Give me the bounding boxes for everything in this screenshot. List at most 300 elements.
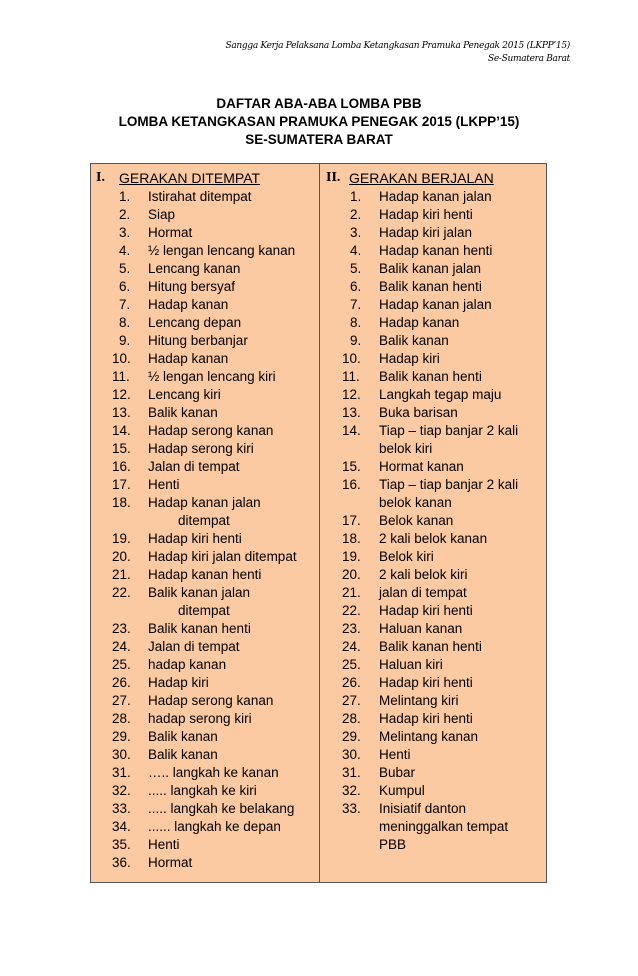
item-text xyxy=(148,188,315,206)
item-text-line: Balik kanan jalan xyxy=(379,261,482,276)
list-item xyxy=(326,710,542,728)
item-text xyxy=(379,620,542,638)
item-text-line: Bubar xyxy=(379,765,416,780)
item-text xyxy=(379,674,542,692)
item-number: 11. xyxy=(112,369,130,384)
item-text xyxy=(379,764,542,782)
list-item xyxy=(326,602,542,620)
item-number: 27. xyxy=(112,693,131,708)
item-text-line: Hadap kiri henti xyxy=(379,207,473,222)
item-text xyxy=(379,224,542,242)
item-text xyxy=(148,782,315,800)
item-text-line: Hadap kiri henti xyxy=(379,675,473,690)
item-text xyxy=(379,404,542,422)
item-text-line: Balik kanan henti xyxy=(148,621,251,636)
item-text-line: Hadap kanan henti xyxy=(379,243,493,258)
item-text-line: Hormat kanan xyxy=(379,459,464,474)
item-number: 4. xyxy=(350,243,362,258)
item-text-line: Hadap kiri jalan xyxy=(379,225,473,240)
item-number: 23. xyxy=(112,621,131,636)
item-text xyxy=(379,566,542,584)
command-list-berjalan xyxy=(326,188,542,854)
item-number: 33. xyxy=(112,801,131,816)
title-line-1: DAFTAR ABA-ABA LOMBA PBB xyxy=(216,96,422,111)
list-item xyxy=(96,782,315,800)
list-item xyxy=(96,800,315,818)
item-text xyxy=(379,692,542,710)
item-text-line: Inisiatif danton xyxy=(379,801,467,816)
list-item xyxy=(96,278,315,296)
item-number: 1. xyxy=(119,189,131,204)
item-text xyxy=(379,746,542,764)
item-text-line: Balik kanan henti xyxy=(379,279,482,294)
item-number: 24. xyxy=(342,639,361,654)
section-heading xyxy=(96,169,315,187)
list-item xyxy=(326,206,542,224)
section-title: GERAKAN DITEMPAT xyxy=(119,170,261,186)
item-number: 27. xyxy=(342,693,361,708)
item-text-line: Haluan kiri xyxy=(379,657,443,672)
item-number: 35. xyxy=(112,837,131,852)
item-text-line: Hadap kiri henti xyxy=(379,711,473,726)
item-text-line: ...... langkah ke depan xyxy=(148,819,281,834)
list-item xyxy=(326,332,542,350)
list-item xyxy=(96,440,315,458)
item-text xyxy=(379,386,542,404)
list-item xyxy=(96,314,315,332)
item-text xyxy=(379,206,542,224)
item-text-line: Belok kanan xyxy=(379,513,454,528)
item-number: 3. xyxy=(350,225,362,240)
item-number: 28. xyxy=(342,711,361,726)
list-item xyxy=(326,458,542,476)
list-item xyxy=(96,476,315,494)
item-number: 9. xyxy=(119,333,131,348)
list-item xyxy=(96,530,315,548)
running-header-line-2: Se-Sumatera Barat xyxy=(487,54,570,64)
list-item xyxy=(96,296,315,314)
list-item xyxy=(96,620,315,638)
item-number: 19. xyxy=(342,549,361,564)
item-number: 7. xyxy=(119,297,131,312)
title-line-3: SE-SUMATERA BARAT xyxy=(245,132,393,147)
item-number: 29. xyxy=(342,729,361,744)
item-text xyxy=(379,584,542,602)
item-text-line: Tiap – tiap banjar 2 kali xyxy=(379,477,519,492)
list-item xyxy=(326,800,542,854)
item-text xyxy=(379,602,542,620)
item-text xyxy=(148,476,315,494)
list-item xyxy=(96,386,315,404)
item-text xyxy=(148,458,315,476)
list-item xyxy=(326,656,542,674)
list-item xyxy=(96,242,315,260)
item-number: 17. xyxy=(112,477,131,492)
item-text xyxy=(148,818,315,836)
item-text xyxy=(148,224,315,242)
list-item xyxy=(96,728,315,746)
item-text-line: Melintang kanan xyxy=(379,729,479,744)
list-item xyxy=(96,584,315,620)
item-text xyxy=(379,638,542,656)
item-text-line: Hormat xyxy=(148,855,193,870)
list-item xyxy=(326,242,542,260)
item-number: 34. xyxy=(112,819,131,834)
list-item xyxy=(96,818,315,836)
item-number: 15. xyxy=(112,441,131,456)
item-number: 5. xyxy=(119,261,131,276)
item-text-line: Melintang kiri xyxy=(379,693,459,708)
item-text xyxy=(379,476,542,512)
item-text xyxy=(148,404,315,422)
list-item xyxy=(96,656,315,674)
item-text xyxy=(379,314,542,332)
item-text xyxy=(148,386,315,404)
item-text xyxy=(148,278,315,296)
list-item xyxy=(326,512,542,530)
list-item xyxy=(96,458,315,476)
item-text-line: Hadap kanan xyxy=(148,351,229,366)
item-number: 16. xyxy=(342,477,361,492)
item-text-line: ..... langkah ke belakang xyxy=(148,801,295,816)
item-number: 18. xyxy=(112,495,131,510)
item-number: 22. xyxy=(342,603,361,618)
item-number: 8. xyxy=(350,315,362,330)
list-item xyxy=(96,422,315,440)
item-text-line: Henti xyxy=(379,747,411,762)
item-text-line: Hadap serong kanan xyxy=(148,693,274,708)
item-number: 18. xyxy=(342,531,361,546)
item-number: 19. xyxy=(112,531,131,546)
item-text-line: hadap serong kiri xyxy=(148,711,252,726)
list-item xyxy=(326,692,542,710)
item-text-line: Balik kanan xyxy=(148,405,218,420)
item-text xyxy=(148,836,315,854)
item-number: 31. xyxy=(342,765,361,780)
list-item xyxy=(326,368,542,386)
item-text-line: Hadap kanan henti xyxy=(148,567,262,582)
item-text xyxy=(379,422,542,458)
list-item xyxy=(326,566,542,584)
list-item xyxy=(96,332,315,350)
item-text-line: Hadap kiri jalan ditempat xyxy=(148,549,297,564)
item-text xyxy=(379,260,542,278)
item-number: 4. xyxy=(119,243,131,258)
section-numeral: I. xyxy=(96,170,105,185)
item-number: 8. xyxy=(119,315,131,330)
list-item xyxy=(96,836,315,854)
item-text-line: Haluan kanan xyxy=(379,621,463,636)
item-text-line: Balik kanan xyxy=(379,333,449,348)
item-text-line: Istirahat ditempat xyxy=(148,189,252,204)
item-text xyxy=(379,782,542,800)
item-text-line: Balik kanan jalan xyxy=(148,585,251,600)
item-text-line: Lencang kanan xyxy=(148,261,241,276)
item-text xyxy=(379,368,542,386)
list-item xyxy=(96,548,315,566)
item-text xyxy=(148,638,315,656)
item-text-line: Hitung berbanjar xyxy=(148,333,248,348)
list-item xyxy=(96,260,315,278)
document-title xyxy=(0,95,638,149)
list-item xyxy=(326,422,542,458)
list-item xyxy=(326,476,542,512)
item-number: 23. xyxy=(342,621,361,636)
item-text-line: 2 kali belok kanan xyxy=(379,531,488,546)
item-number: 10. xyxy=(342,351,361,366)
list-item xyxy=(96,494,315,530)
list-item xyxy=(96,854,315,872)
item-text-line: Hadap serong kanan xyxy=(148,423,274,438)
item-text-continuation: ditempat xyxy=(178,513,230,528)
list-item xyxy=(326,530,542,548)
item-text-line: Buka barisan xyxy=(379,405,458,420)
item-text xyxy=(379,458,542,476)
item-text xyxy=(379,530,542,548)
list-item xyxy=(96,674,315,692)
list-item xyxy=(96,710,315,728)
item-number: 26. xyxy=(342,675,361,690)
item-number: 9. xyxy=(350,333,362,348)
list-item xyxy=(326,746,542,764)
item-number: 14. xyxy=(112,423,131,438)
list-item xyxy=(326,188,542,206)
running-header-line-1: Sangga Kerja Pelaksana Lomba Ketangkasan Pramuka Penegak 2015 (LKPP’15) xyxy=(225,41,570,51)
list-item xyxy=(326,638,542,656)
item-text-continuation: PBB xyxy=(379,837,407,852)
list-item xyxy=(96,404,315,422)
item-text-line: jalan di tempat xyxy=(379,585,467,600)
item-text xyxy=(148,368,315,386)
item-text-line: Hadap kiri henti xyxy=(379,603,473,618)
list-item xyxy=(326,350,542,368)
item-number: 31. xyxy=(112,765,131,780)
item-text-line: Balik kanan henti xyxy=(379,369,482,384)
item-text xyxy=(379,656,542,674)
item-text-line: ….. langkah ke kanan xyxy=(148,765,279,780)
item-text-line: Hadap kiri xyxy=(148,675,209,690)
item-text-line: Jalan di tempat xyxy=(148,459,240,474)
list-item xyxy=(326,782,542,800)
item-text-line: Balik kanan xyxy=(148,747,218,762)
list-item xyxy=(96,764,315,782)
list-item xyxy=(96,566,315,584)
item-text xyxy=(379,350,542,368)
item-number: 3. xyxy=(119,225,131,240)
column-gerakan-ditempat xyxy=(91,164,320,882)
item-text xyxy=(148,494,315,530)
item-text-continuation: ditempat xyxy=(178,603,230,618)
item-number: 7. xyxy=(350,297,362,312)
list-item xyxy=(326,764,542,782)
item-number: 14. xyxy=(342,423,361,438)
list-item xyxy=(326,584,542,602)
item-text xyxy=(379,188,542,206)
item-number: 24. xyxy=(112,639,131,654)
list-item xyxy=(326,404,542,422)
item-text xyxy=(379,512,542,530)
item-text xyxy=(379,548,542,566)
list-item xyxy=(96,638,315,656)
item-number: 30. xyxy=(112,747,131,762)
item-text-continuation: belok kanan xyxy=(379,495,452,510)
item-number: 26. xyxy=(112,675,131,690)
item-number: 20. xyxy=(112,549,131,564)
item-number: 16. xyxy=(112,459,131,474)
item-number: 32. xyxy=(342,783,361,798)
item-text-line: Hadap kanan xyxy=(379,315,460,330)
item-text xyxy=(148,620,315,638)
item-number: 2. xyxy=(119,207,131,222)
item-text-line: Hadap kiri henti xyxy=(148,531,242,546)
item-text-line: 2 kali belok kiri xyxy=(379,567,468,582)
item-number: 33. xyxy=(342,801,361,816)
item-text-line: Balik kanan xyxy=(148,729,218,744)
item-text-line: Kumpul xyxy=(379,783,425,798)
item-text-line: Hadap kiri xyxy=(379,351,440,366)
item-text-line: Tiap – tiap banjar 2 kali xyxy=(379,423,519,438)
item-text xyxy=(148,242,315,260)
column-gerakan-berjalan xyxy=(320,164,546,882)
item-text-line: Jalan di tempat xyxy=(148,639,240,654)
item-text xyxy=(379,332,542,350)
item-number: 15. xyxy=(342,459,361,474)
item-text-line: Hadap kanan jalan xyxy=(148,495,261,510)
item-number: 22. xyxy=(112,585,131,600)
list-item xyxy=(96,224,315,242)
list-item xyxy=(96,746,315,764)
item-text xyxy=(148,566,315,584)
item-text-line: Hadap kanan xyxy=(148,297,229,312)
item-text-line: Balik kanan henti xyxy=(379,639,482,654)
item-text-continuation: meninggalkan tempat xyxy=(379,819,509,834)
item-text xyxy=(379,296,542,314)
item-text-continuation: belok kiri xyxy=(379,441,433,456)
item-text-line: hadap kanan xyxy=(148,657,227,672)
item-text xyxy=(148,692,315,710)
item-text-line: Hadap kanan jalan xyxy=(379,297,492,312)
item-number: 1. xyxy=(350,189,362,204)
list-item xyxy=(96,368,315,386)
item-text xyxy=(148,206,315,224)
item-number: 21. xyxy=(112,567,131,582)
list-item xyxy=(326,386,542,404)
item-text-line: Henti xyxy=(148,477,180,492)
item-text xyxy=(379,728,542,746)
item-text xyxy=(148,746,315,764)
list-item xyxy=(326,728,542,746)
list-item xyxy=(96,350,315,368)
item-text xyxy=(148,260,315,278)
commands-table xyxy=(90,163,547,883)
running-header xyxy=(225,40,570,66)
item-number: 21. xyxy=(342,585,361,600)
section-title: GERAKAN BERJALAN xyxy=(349,170,494,186)
item-text xyxy=(148,548,315,566)
item-text xyxy=(148,422,315,440)
list-item xyxy=(326,314,542,332)
item-text xyxy=(148,656,315,674)
item-number: 25. xyxy=(112,657,131,672)
list-item xyxy=(96,206,315,224)
item-number: 12. xyxy=(112,387,131,402)
list-item xyxy=(96,692,315,710)
title-line-2: LOMBA KETANGKASAN PRAMUKA PENEGAK 2015 (LKPP’15) xyxy=(118,114,520,129)
command-list-ditempat xyxy=(96,188,315,872)
list-item xyxy=(326,296,542,314)
item-number: 30. xyxy=(342,747,361,762)
item-text xyxy=(148,314,315,332)
item-text xyxy=(148,296,315,314)
item-number: 17. xyxy=(342,513,361,528)
section-heading xyxy=(326,169,542,187)
list-item xyxy=(96,188,315,206)
item-text-line: Hadap serong kiri xyxy=(148,441,254,456)
item-number: 13. xyxy=(112,405,131,420)
item-number: 12. xyxy=(342,387,361,402)
item-text-line: ½ lengan lencang kanan xyxy=(148,243,296,258)
item-number: 6. xyxy=(350,279,362,294)
list-item xyxy=(326,620,542,638)
item-text-line: Henti xyxy=(148,837,180,852)
item-text xyxy=(148,854,315,872)
item-number: 2. xyxy=(350,207,362,222)
item-text-line: Lencang depan xyxy=(148,315,242,330)
item-text-line: Hadap kanan jalan xyxy=(379,189,492,204)
item-text xyxy=(379,278,542,296)
item-text xyxy=(148,764,315,782)
item-text-line: Belok kiri xyxy=(379,549,434,564)
item-number: 5. xyxy=(350,261,362,276)
item-text xyxy=(148,332,315,350)
item-text xyxy=(148,800,315,818)
item-text-line: Hormat xyxy=(148,225,193,240)
item-number: 36. xyxy=(112,855,131,870)
list-item xyxy=(326,278,542,296)
item-text xyxy=(148,440,315,458)
item-text xyxy=(148,530,315,548)
item-text-line: ..... langkah ke kiri xyxy=(148,783,257,798)
item-text-line: Lencang kiri xyxy=(148,387,221,402)
item-number: 11. xyxy=(342,369,360,384)
item-number: 20. xyxy=(342,567,361,582)
item-text-line: ½ lengan lencang kiri xyxy=(148,369,276,384)
item-text-line: Hitung bersyaf xyxy=(148,279,236,294)
item-text xyxy=(379,242,542,260)
item-number: 29. xyxy=(112,729,131,744)
item-text xyxy=(148,710,315,728)
item-text-line: Langkah tegap maju xyxy=(379,387,502,402)
item-text xyxy=(148,674,315,692)
list-item xyxy=(326,548,542,566)
item-text xyxy=(148,350,315,368)
item-text xyxy=(148,584,315,620)
list-item xyxy=(326,674,542,692)
item-text xyxy=(379,800,542,854)
item-number: 13. xyxy=(342,405,361,420)
list-item xyxy=(326,224,542,242)
item-number: 6. xyxy=(119,279,131,294)
item-number: 32. xyxy=(112,783,131,798)
item-number: 25. xyxy=(342,657,361,672)
item-text xyxy=(148,728,315,746)
item-text-line: Siap xyxy=(148,207,176,222)
item-number: 10. xyxy=(112,351,131,366)
item-number: 28. xyxy=(112,711,131,726)
item-text xyxy=(379,710,542,728)
list-item xyxy=(326,260,542,278)
section-numeral: II. xyxy=(326,170,341,185)
